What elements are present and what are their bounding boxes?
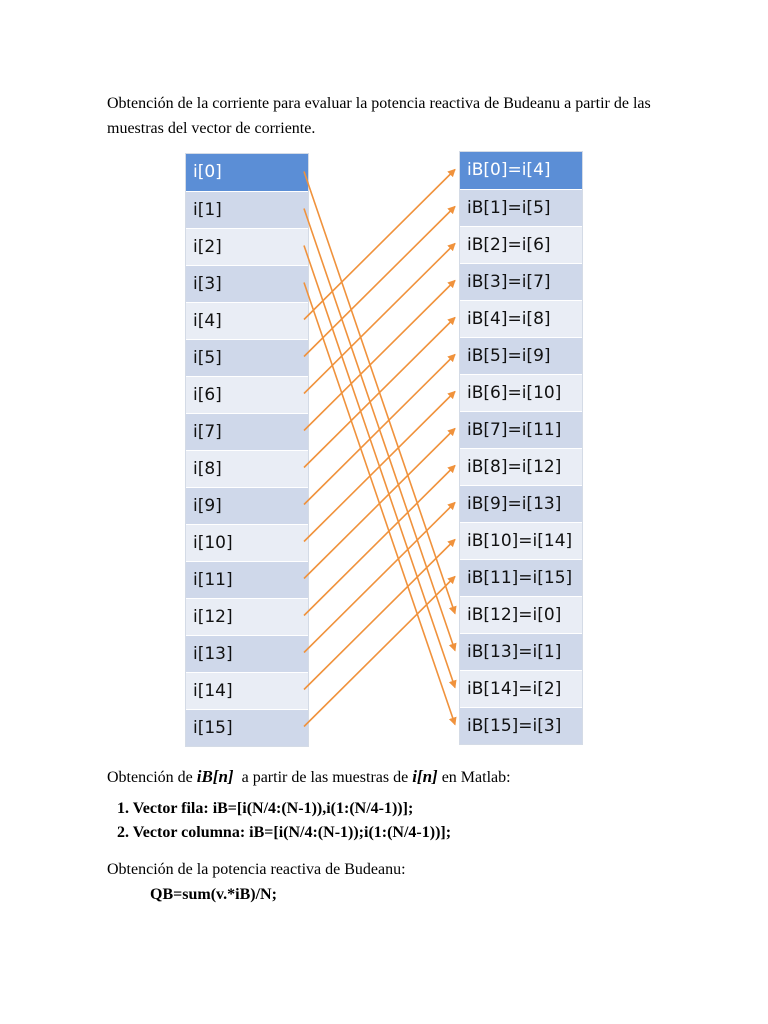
left-cell-10: i[10]: [186, 524, 308, 561]
right-cell-15: iB[15]=i[3]: [460, 707, 582, 744]
arrow-1-to-13: [304, 209, 455, 651]
arrow-7-to-3: [304, 281, 455, 431]
arrow-3-to-15: [304, 283, 455, 725]
arrow-14-to-10: [304, 540, 455, 690]
budeanu-heading: Obtención de la potencia reactiva de Budeanu:: [107, 861, 406, 878]
right-cell-9: iB[9]=i[13]: [460, 485, 582, 522]
matlab-steps-list: [107, 797, 451, 845]
matlab-heading-prefix: Obtención de: [107, 769, 197, 786]
arrow-0-to-12: [304, 172, 455, 614]
matlab-heading-middle: a partir de las muestras de: [233, 769, 413, 786]
right-cell-3: iB[3]=i[7]: [460, 263, 582, 300]
left-cell-6: i[6]: [186, 376, 308, 413]
arrow-10-to-6: [304, 392, 455, 542]
budeanu-current-column: [459, 151, 583, 745]
arrow-15-to-11: [304, 577, 455, 727]
arrow-4-to-0: [304, 170, 455, 320]
arrow-13-to-9: [304, 503, 455, 653]
matlab-heading-suffix: en Matlab:: [437, 769, 511, 786]
left-cell-11: i[11]: [186, 561, 308, 598]
arrow-9-to-5: [304, 355, 455, 505]
left-cell-9: i[9]: [186, 487, 308, 524]
left-cell-3: i[3]: [186, 265, 308, 302]
left-cell-2: i[2]: [186, 228, 308, 265]
ib-symbol: iB[n]: [196, 767, 234, 786]
step-column-vector: 2. Vector columna: iB=[i(N/4:(N-1));i(1:(N/4-1))];: [117, 824, 452, 841]
right-cell-2: iB[2]=i[6]: [460, 226, 582, 263]
right-cell-5: iB[5]=i[9]: [460, 337, 582, 374]
left-cell-7: i[7]: [186, 413, 308, 450]
left-cell-12: i[12]: [186, 598, 308, 635]
left-cell-0: i[0]: [186, 154, 308, 191]
right-cell-4: iB[4]=i[8]: [460, 300, 582, 337]
right-cell-13: iB[13]=i[1]: [460, 633, 582, 670]
right-cell-14: iB[14]=i[2]: [460, 670, 582, 707]
arrow-2-to-14: [304, 246, 455, 688]
right-cell-11: iB[11]=i[15]: [460, 559, 582, 596]
arrow-12-to-8: [304, 466, 455, 616]
arrow-6-to-2: [304, 244, 455, 394]
arrow-5-to-1: [304, 207, 455, 357]
right-cell-6: iB[6]=i[10]: [460, 374, 582, 411]
left-cell-1: i[1]: [186, 191, 308, 228]
intro-paragraph: Obtención de la corriente para evaluar la potencia reactiva de Budeanu a partir de las muestras del vector de corriente.: [107, 95, 651, 137]
budeanu-formula: QB=sum(v.*iB)/N;: [150, 886, 277, 903]
arrow-8-to-4: [304, 318, 455, 468]
left-cell-8: i[8]: [186, 450, 308, 487]
arrow-11-to-7: [304, 429, 455, 579]
matlab-heading: [107, 764, 687, 790]
right-cell-7: iB[7]=i[11]: [460, 411, 582, 448]
left-cell-15: i[15]: [186, 709, 308, 746]
right-cell-1: iB[1]=i[5]: [460, 189, 582, 226]
right-cell-0: iB[0]=i[4]: [460, 152, 582, 189]
right-cell-12: iB[12]=i[0]: [460, 596, 582, 633]
right-cell-8: iB[8]=i[12]: [460, 448, 582, 485]
in-symbol: i[n]: [412, 767, 438, 786]
left-cell-4: i[4]: [186, 302, 308, 339]
left-cell-14: i[14]: [186, 672, 308, 709]
step-row-vector: 1. Vector fila: iB=[i(N/4:(N-1)),i(1:(N/4-1))];: [117, 800, 414, 817]
right-cell-10: iB[10]=i[14]: [460, 522, 582, 559]
current-samples-column: [185, 153, 309, 747]
left-cell-13: i[13]: [186, 635, 308, 672]
left-cell-5: i[5]: [186, 339, 308, 376]
